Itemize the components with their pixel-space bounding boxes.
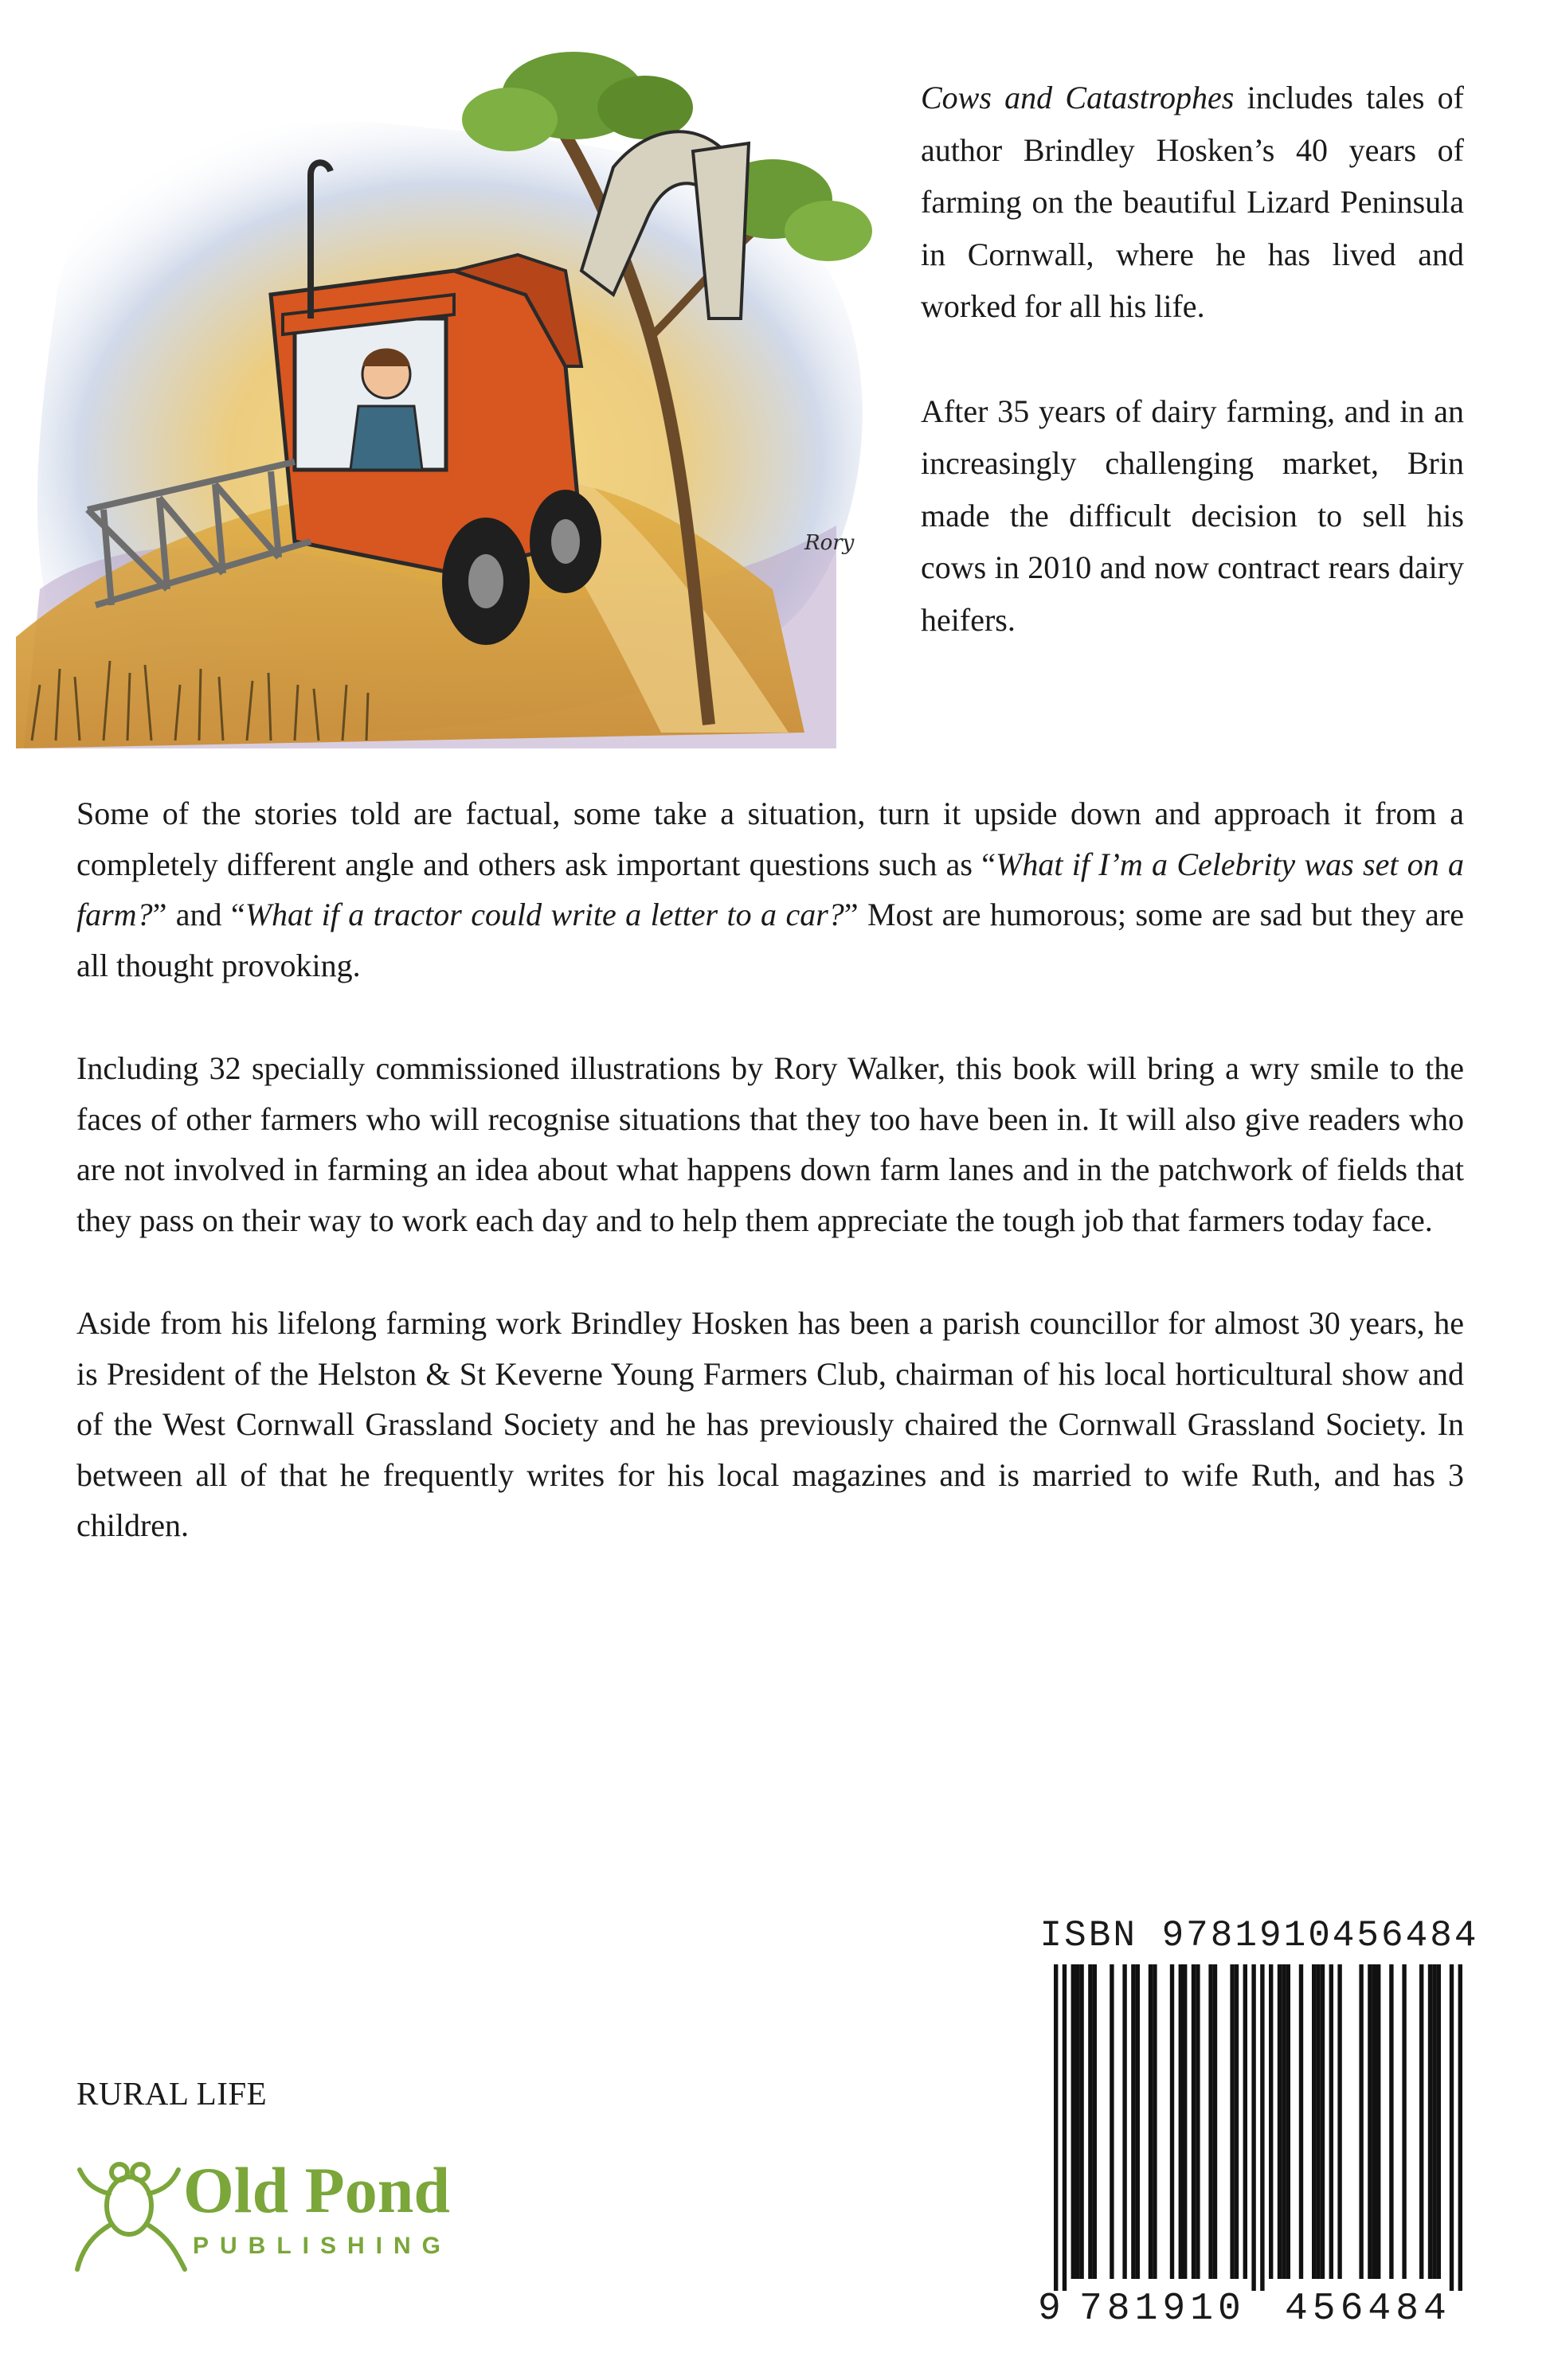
- barcode-bar: [1136, 1964, 1140, 2279]
- barcode-bar: [1235, 1964, 1239, 2279]
- publisher-subtitle: PUBLISHING: [193, 2233, 452, 2259]
- barcode-bar: [1372, 1964, 1376, 2279]
- barcode-bar: [1316, 1964, 1320, 2279]
- barcode-bar: [1450, 1964, 1454, 2291]
- barcode-bar: [1131, 1964, 1135, 2279]
- barcode-bar: [1368, 1964, 1372, 2279]
- artist-signature: Rory: [804, 531, 855, 555]
- isbn-label: ISBN 9781910456484: [1039, 1915, 1479, 1956]
- barcode-bar: [1110, 1964, 1114, 2279]
- harvester-cartoon: [8, 32, 916, 764]
- barcode-bar: [1329, 1964, 1333, 2279]
- barcode-bar: [1402, 1964, 1406, 2279]
- body-p1-question-2: What if a tractor could write a letter to a car?: [245, 897, 844, 932]
- barcode-bar: [1269, 1964, 1273, 2279]
- barcode-bar: [1149, 1964, 1153, 2279]
- barcode-bar: [1088, 1964, 1092, 2279]
- barcode-bar: [1079, 1964, 1083, 2279]
- book-title: Cows and Catastrophes: [921, 80, 1235, 115]
- body-paragraph-1: [76, 788, 1464, 991]
- intro-paragraph-1-text: includes tales of author Brindley Hosken’s 40 years of farming on the beautiful Lizard Peninsula in Cornwall, where he has lived and worked for all his life.: [921, 80, 1464, 324]
- barcode-bar: [1458, 1964, 1462, 2291]
- barcode-bar: [1389, 1964, 1393, 2279]
- barcode-bar: [1278, 1964, 1282, 2279]
- cover-illustration: [8, 32, 916, 764]
- barcode-bar: [1282, 1964, 1286, 2279]
- frog-icon: [77, 2164, 185, 2269]
- barcode-bar: [1063, 1964, 1067, 2291]
- blurb-body: [76, 788, 1464, 1604]
- isbn-barcode: [1031, 1915, 1485, 2337]
- intro-column: [921, 72, 1464, 646]
- barcode-bar: [1179, 1964, 1183, 2279]
- barcode-bar: [1075, 1964, 1079, 2279]
- body-p1-part-a: Some of the stories told are factual, some take a situation, turn it upside down and approach it from a completely different angle and others ask important questions such as “: [76, 795, 1464, 882]
- barcode-bar: [1230, 1964, 1234, 2279]
- body-paragraph-2: Including 32 specially commissioned illustrations by Rory Walker, this book will bring a wry smile to the faces of other farmers who will recognise situations that they too have been in. It will also give readers who are not involved in farming an idea about what happens down farm lanes and in the patchwork of fields that they pass on their way to work each day and to help them appreciate the tough job that farmers today face.: [76, 1050, 1464, 1238]
- barcode-bar: [1312, 1964, 1316, 2279]
- barcode-bar: [1251, 1964, 1255, 2291]
- barcode-bar: [1359, 1964, 1363, 2279]
- barcode-bar: [1432, 1964, 1436, 2279]
- barcode-bar: [1153, 1964, 1157, 2279]
- barcode-bar: [1376, 1964, 1380, 2279]
- body-p1-question-1: What if I’m a Celebrity was set on a farm?: [76, 846, 1465, 932]
- barcode-bar: [1122, 1964, 1126, 2279]
- barcode-bar: [1196, 1964, 1200, 2279]
- barcode-bar: [1183, 1964, 1187, 2279]
- barcode-bar: [1260, 1964, 1264, 2291]
- isbn-digit-group-2: 456484: [1285, 2288, 1451, 2331]
- barcode-bar: [1437, 1964, 1441, 2279]
- isbn-digit-first: 9: [1038, 2288, 1061, 2331]
- barcode-bar: [1192, 1964, 1196, 2279]
- barcode-bar: [1419, 1964, 1423, 2279]
- body-p1-part-c: ” Most are humorous; some are sad but they are all thought provoking.: [76, 897, 1464, 983]
- barcode-bar: [1054, 1964, 1058, 2291]
- barcode-bar: [1299, 1964, 1303, 2279]
- publisher-logo: [73, 2134, 503, 2277]
- barcode-bar: [1071, 1964, 1075, 2279]
- barcode-bar: [1093, 1964, 1097, 2279]
- barcode-bar: [1170, 1964, 1174, 2279]
- barcode-bar: [1243, 1964, 1247, 2279]
- barcode-bars: [1031, 1964, 1485, 2291]
- isbn-digit-group-1: 781910: [1079, 2288, 1246, 2331]
- intro-paragraph-2: After 35 years of dairy farming, and in an increasingly challenging market, Brin made the difficult decision to sell his cows in 2010 and now contract rears dairy heifers.: [921, 393, 1464, 638]
- barcode-bar: [1321, 1964, 1325, 2279]
- genre-label: RURAL LIFE: [76, 2075, 268, 2112]
- body-paragraph-3: Aside from his lifelong farming work Brindley Hosken has been a parish councillor for almost 30 years, he is President of the Helston & St Keverne Young Farmers Club, chairman of his local horticultural show and of the West Cornwall Grassland Society and he has previously chaired the Cornwall Grassland Society. In between all of that he frequently writes for his local magazines and is married to wife Ruth, and has 3 children.: [76, 1305, 1464, 1543]
- barcode-bar: [1213, 1964, 1217, 2279]
- barcode-bar: [1286, 1964, 1290, 2279]
- barcode-bar: [1337, 1964, 1341, 2279]
- body-p1-part-b: ” and “: [152, 897, 245, 932]
- barcode-bar: [1428, 1964, 1432, 2279]
- publisher-name: Old Pond: [183, 2154, 450, 2226]
- barcode-bar: [1208, 1964, 1212, 2279]
- intro-paragraph-1: [921, 72, 1464, 333]
